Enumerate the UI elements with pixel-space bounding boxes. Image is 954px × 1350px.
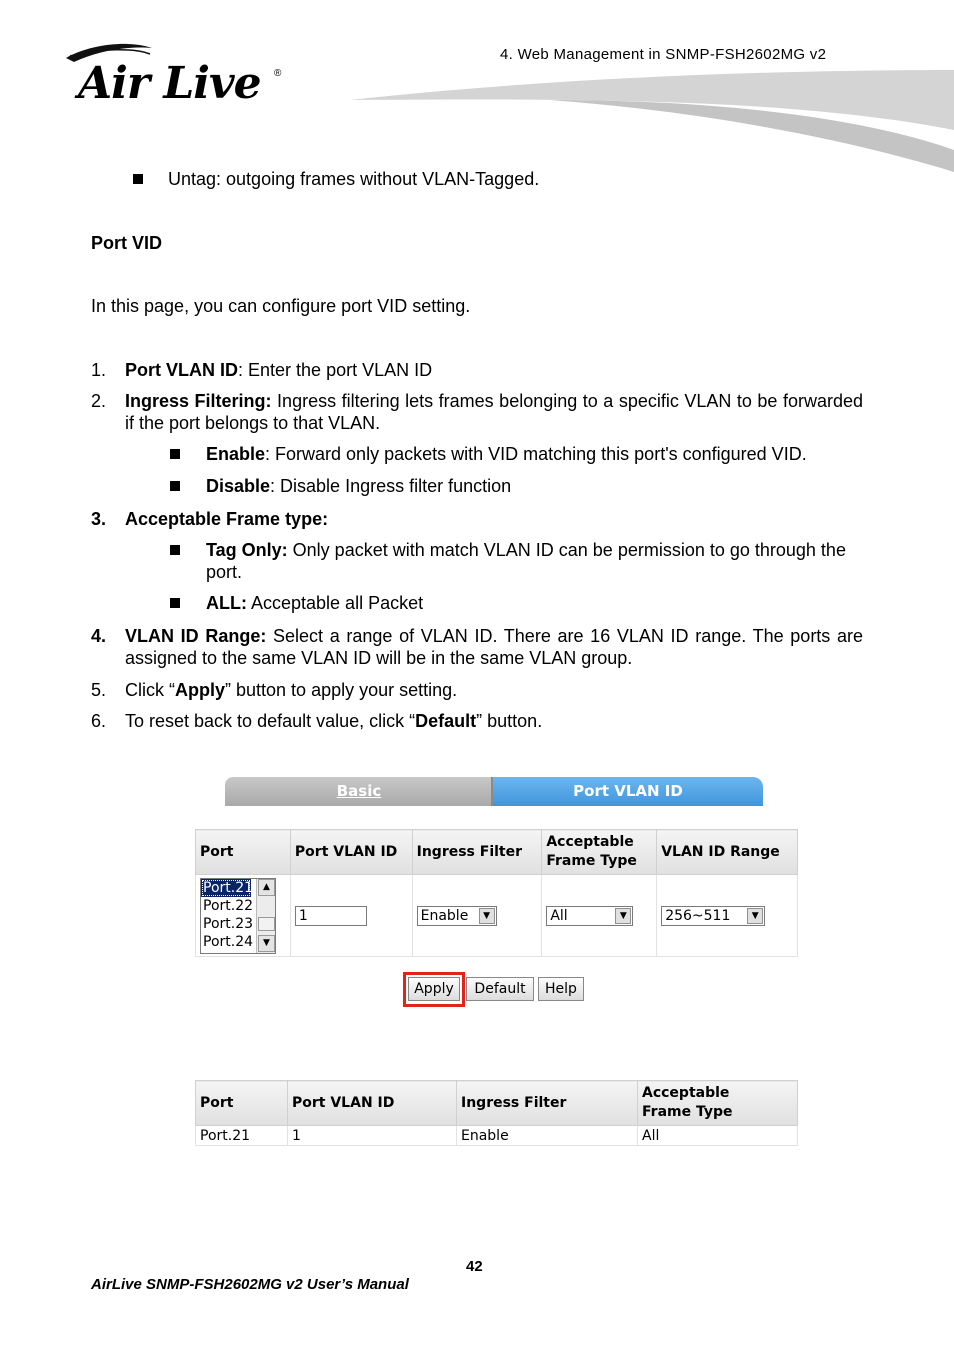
- sub-item-term: Disable: [206, 476, 271, 496]
- list-item-term: Port VLAN ID: [125, 360, 239, 380]
- list-number: 5.: [91, 680, 107, 700]
- list-item-term: VLAN ID Range:: [125, 626, 267, 646]
- status-pvid: 1: [288, 1126, 457, 1146]
- status-frame-type: All: [638, 1126, 798, 1146]
- list-item: [125, 710, 542, 732]
- list-number: 2.: [91, 391, 107, 411]
- table-row: [196, 1126, 798, 1146]
- port-vid-config-table: [195, 829, 798, 957]
- list-item-term: Apply: [175, 680, 226, 700]
- tab-basic[interactable]: Basic: [225, 777, 493, 806]
- column-header-port-vlan-id: Port VLAN ID: [290, 830, 412, 875]
- intro-paragraph: In this page, you can configure port VID setting.: [91, 296, 471, 316]
- list-item-text: Select a range of VLAN ID. There are 16 VLAN ID range. The ports are assigned to the same VLAN ID will be in the same VLAN group.: [125, 626, 863, 668]
- list-number: 6.: [91, 711, 107, 731]
- manual-title: AirLive SNMP-FSH2602MG v2 User’s Manual: [91, 1276, 409, 1293]
- help-button[interactable]: Help: [538, 977, 584, 1001]
- ingress-filter-select[interactable]: [417, 906, 497, 926]
- port-option-selected[interactable]: Port.21: [203, 879, 254, 896]
- bullet-icon: [133, 174, 143, 184]
- column-header-port-vlan-id: Port VLAN ID: [288, 1081, 457, 1126]
- list-item: [125, 679, 457, 701]
- sub-item-term: Enable: [206, 444, 266, 464]
- sub-item-text: Acceptable all Packet: [246, 593, 424, 613]
- header-line: Frame Type: [642, 1104, 733, 1120]
- column-header-acceptable-frame-type: [542, 830, 657, 875]
- scroll-thumb[interactable]: [258, 917, 275, 931]
- airlive-logo: [60, 40, 290, 111]
- dropdown-arrow-icon[interactable]: ▼: [747, 908, 763, 924]
- list-item-term: Default: [415, 711, 477, 731]
- listbox-scrollbar[interactable]: [256, 879, 275, 953]
- column-header-port: Port: [196, 1081, 288, 1126]
- sub-list-item: [206, 443, 807, 465]
- scroll-down-icon[interactable]: ▼: [258, 935, 275, 952]
- scroll-up-icon[interactable]: ▲: [258, 879, 275, 896]
- port-listbox[interactable]: [200, 878, 276, 954]
- running-header: 4. Web Management in SNMP-FSH2602MG v2: [500, 46, 827, 63]
- list-item-text: Click “: [125, 680, 175, 700]
- port-cell: [196, 875, 291, 957]
- port-option[interactable]: Port.23: [203, 915, 254, 932]
- port-vid-status-table: [195, 1080, 798, 1146]
- select-value: 256~511: [665, 907, 731, 924]
- bullet-icon: [170, 481, 180, 491]
- column-header-port: Port: [196, 830, 291, 875]
- port-vlan-id-input[interactable]: 1: [295, 906, 367, 926]
- vlan-tab-bar: [225, 777, 765, 806]
- list-item-term: Acceptable Frame type:: [125, 509, 329, 529]
- list-item-text: : Enter the port VLAN ID: [238, 360, 433, 380]
- vlan-id-range-select[interactable]: [661, 906, 765, 926]
- column-header-acceptable-frame-type: [638, 1081, 798, 1126]
- apply-button[interactable]: Apply: [408, 977, 460, 1001]
- page-number: 42: [466, 1258, 483, 1275]
- logo-wordmark: Air Live: [78, 58, 261, 109]
- list-item-text: ” button to apply your setting.: [225, 680, 458, 700]
- sub-list-item: [206, 539, 866, 583]
- sub-item-text: : Disable Ingress filter function: [270, 476, 512, 496]
- untag-description: Untag: outgoing frames without VLAN-Tagged.: [168, 169, 540, 189]
- logo-registered-mark: ®: [274, 68, 282, 79]
- pvid-cell: [290, 875, 412, 957]
- list-item: [125, 390, 863, 434]
- dropdown-arrow-icon[interactable]: ▼: [479, 908, 495, 924]
- select-value: Enable: [420, 907, 469, 924]
- ingress-cell: [412, 875, 542, 957]
- list-number: 3.: [91, 509, 107, 529]
- default-button[interactable]: Default: [466, 977, 534, 1001]
- list-item-text: Ingress filtering lets frames belonging to a specific VLAN to be forwarded if the port belongs to that VLAN.: [125, 391, 863, 433]
- port-option[interactable]: Port.22: [203, 897, 254, 914]
- column-header-ingress-filter: Ingress Filter: [412, 830, 542, 875]
- header-line: Frame Type: [546, 853, 637, 869]
- list-item: [125, 625, 863, 669]
- bullet-icon: [170, 598, 180, 608]
- status-ingress: Enable: [457, 1126, 638, 1146]
- status-port: Port.21: [196, 1126, 288, 1146]
- column-header-ingress-filter: Ingress Filter: [457, 1081, 638, 1126]
- sub-item-text: : Forward only packets with VID matching this port's configured VID.: [265, 444, 807, 464]
- list-number: 1.: [91, 360, 107, 380]
- list-item: [125, 359, 432, 381]
- list-number: 4.: [91, 626, 107, 646]
- header-line: Acceptable: [642, 1085, 730, 1101]
- port-option[interactable]: Port.24: [203, 933, 254, 950]
- acceptable-frame-type-select[interactable]: [546, 906, 633, 926]
- column-header-vlan-id-range: VLAN ID Range: [657, 830, 798, 875]
- bullet-icon: [170, 545, 180, 555]
- tab-port-vlan-id[interactable]: Port VLAN ID: [493, 777, 763, 806]
- section-title: Port VID: [91, 233, 163, 253]
- dropdown-arrow-icon[interactable]: ▼: [615, 908, 631, 924]
- list-item-term: Ingress Filtering:: [125, 391, 272, 411]
- vlan-range-cell: [657, 875, 798, 957]
- list-item-text: To reset back to default value, click “: [125, 711, 416, 731]
- header-swoosh-decoration: [350, 60, 954, 180]
- sub-item-text: Only packet with match VLAN ID can be permission to go through the port.: [206, 540, 846, 582]
- apply-highlight-frame: [403, 972, 465, 1007]
- list-item-text: ” button.: [476, 711, 543, 731]
- frame-type-cell: [542, 875, 657, 957]
- sub-item-term: Tag Only:: [206, 540, 288, 560]
- sub-item-term: ALL:: [206, 593, 247, 613]
- header-line: Acceptable: [546, 834, 634, 850]
- bullet-icon: [170, 449, 180, 459]
- sub-list-item: [206, 592, 423, 614]
- sub-list-item: [206, 475, 511, 497]
- select-value: All: [550, 907, 568, 924]
